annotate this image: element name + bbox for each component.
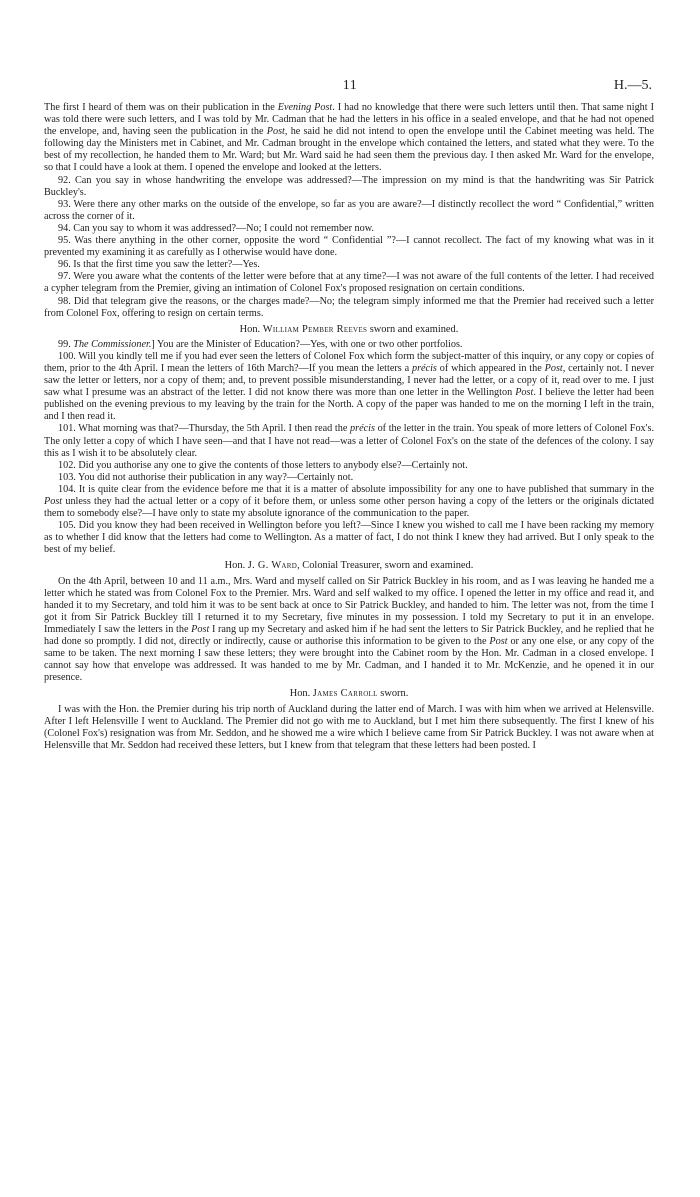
- witness-heading-reeves: Hon. William Pember Reeves sworn and examined.: [239, 323, 459, 335]
- witness-heading-ward: Hon. J. G. Ward, Colonial Treasurer, sworn and examined.: [224, 560, 474, 572]
- page-number: 11: [342, 78, 358, 93]
- question-92: 92. Can you say in whose handwriting the envelope was addressed?—The impression on my mind is that the handwriting was Sir Patrick Buckley's.: [44, 174, 654, 198]
- body-text: [44, 102, 654, 752]
- question-104: 104. It is quite clear from the evidence before me that it is a matter of absolute impossibility for any one to have published that summary in the Post unless they had the actual letter or a copy of it before them, or unless some other person having a copy of the letters or the originals dictated them to somebody else?—I have only to state my absolute ignorance of the communication to the paper.: [44, 483, 654, 520]
- document-reference: H.—5.: [613, 78, 652, 93]
- paragraph-opening: The first I heard of them was on their publication in the Evening Post. I had no knowledge that there were such letters until then. That same night I was told there were such letters, and I was told by Mr. Cadman that he had the letters in his office in a sealed envelope, and that he had not opened the envelope, and, having seen the publication in the Post, he said he did not intend to open the envelope until the Cabinet meeting was held. The following day the Ministers met in Cabinet, and Mr. Cadman brought in the envelope which contained the letters, and stated what they were. To the best of my recollection, he handed them to Mr. Ward; but Mr. Ward said he had seen them the previous day. I then asked Mr. Ward for the envelope, so that I could have a look at them. I opened the envelope and looked at the letters.: [44, 102, 655, 174]
- question-102: 102. Did you authorise any one to give the contents of those letters to anybody else?—Certainly not.: [58, 459, 468, 471]
- question-95: 95. Was there anything in the other corner, opposite the word “ Confidential ”?—I cannot recollect. The fact of my knowing what was in it prevented my examining it as carefully as I otherwise would have done.: [44, 235, 654, 259]
- question-93: 93. Were there any other marks on the outside of the envelope, so far as you are aware?—I distinctly recollect the word “ Confidential,” written across the corner of it.: [44, 198, 654, 222]
- question-103: 103. You did not authorise their publication in any way?—Certainly not.: [58, 471, 354, 483]
- question-97: 97. Were you aware what the contents of the letter were before that at any time?—I was not aware of the full contents of the letter. I had received a cypher telegram from the Premier, giving an intimation of Colonel Fox's proposed resignation on certain conditions.: [44, 271, 654, 295]
- statement-carroll: I was with the Hon. the Premier during his trip north of Auckland during the latter end of March. I was with him when we arrived at Helensville. After I left Helensville I went to Auckland. The Premier did not go with me to Auckland, but I met him there subsequently. The first I knew of his (Colonel Fox's) resignation was from Mr. Seddon, and he showed me a wire which I believe came from Sir Patrick Buckley. I was not aware when at Helensville that Mr. Seddon had received these letters, but I knew from that telegram that these letters had been posted. I: [44, 703, 654, 751]
- question-96: 96. Is that the first time you saw the letter?—Yes.: [58, 259, 260, 271]
- question-100: 100. Will you kindly tell me if you had ever seen the letters of Colonel Fox which form the subject-matter of this inquiry, or any copy or copies of them, prior to the 4th April. I mean the letters of 16th March?—If you mean the letters a précis of which appeared in the Post, certainly not. I never saw the letter or letters, nor a copy of them; and, to prevent possible misunderstanding, I never had the letter, or a copy of it, read over to me. I just saw what I presume was an abstract of the letter. I did not know there was more than one letter in the Wellington Post. I believe the letter had been published on the evening previous to my leaving by the train for the North. A copy of the paper was handed to me on the morning I left in the train, and I then read it.: [44, 350, 655, 423]
- question-94: 94. Can you say to whom it was addressed?—No; I could not remember now.: [58, 222, 374, 234]
- question-101: 101. What morning was that?—Thursday, the 5th April. I then read the précis of the letter in the train. You speak of more letters of Colonel Fox's. The only letter a copy of which I have seen—and that I have not read—was a letter of Colonel Fox's on the state of the defences of the colony. I say this as I wish it to be absolutely clear.: [44, 423, 654, 459]
- witness-heading-carroll: Hon. James Carroll sworn.: [289, 688, 409, 700]
- question-105: 105. Did you know they had been received in Wellington before you left?—Since I knew you wished to call me I have been racking my memory as to whether I did know that the letters had come to Wellington. As a matter of fact, I do not think I knew they had arrived. But I only speak to the best of my belief.: [44, 520, 654, 556]
- question-98: 98. Did that telegram give the reasons, or the charges made?—No; the telegram simply informed me that the Premier had received such a letter from Colonel Fox, offering to resign on certain terms.: [44, 295, 654, 319]
- statement-ward: On the 4th April, between 10 and 11 a.m., Mrs. Ward and myself called on Sir Patrick Buckley in his room, and as I was leaving he handed me a letter which he stated was from Colonel Fox to the Premier. Mrs. Ward and self walked to my office. I opened the letter in my office and read it, and handed it to my Secretary, and told him it was to be sent back at once to Sir Patrick Buckley, and handed to him. The letter was not, from the time I got it from Sir Patrick Buckley till I returned it to my Secretary, five minutes in my possession. I told my Secretary to put it in an envelope. Immediately I saw the letters in the Post I rang up my Secretary and asked him if he had sent the letters to Sir Patrick Buckley, and he replied that he had done so promptly. I did not, directly or indirectly, cause or authorise this information to be given to the Post or any one else, or any copy of the same to be taken. The next morning I saw these letters; they were brought into the Cabinet room by the Hon. Mr. Cadman in a closed envelope. I cannot say how that envelope was addressed. It was handed to me by Mr. Cadman, and I handed it to Mr. McKenzie, and he opened it in our presence.: [44, 575, 654, 684]
- question-99: 99. The Commissioner.] You are the Minister of Education?—Yes, with one or two other portfolios.: [58, 338, 463, 350]
